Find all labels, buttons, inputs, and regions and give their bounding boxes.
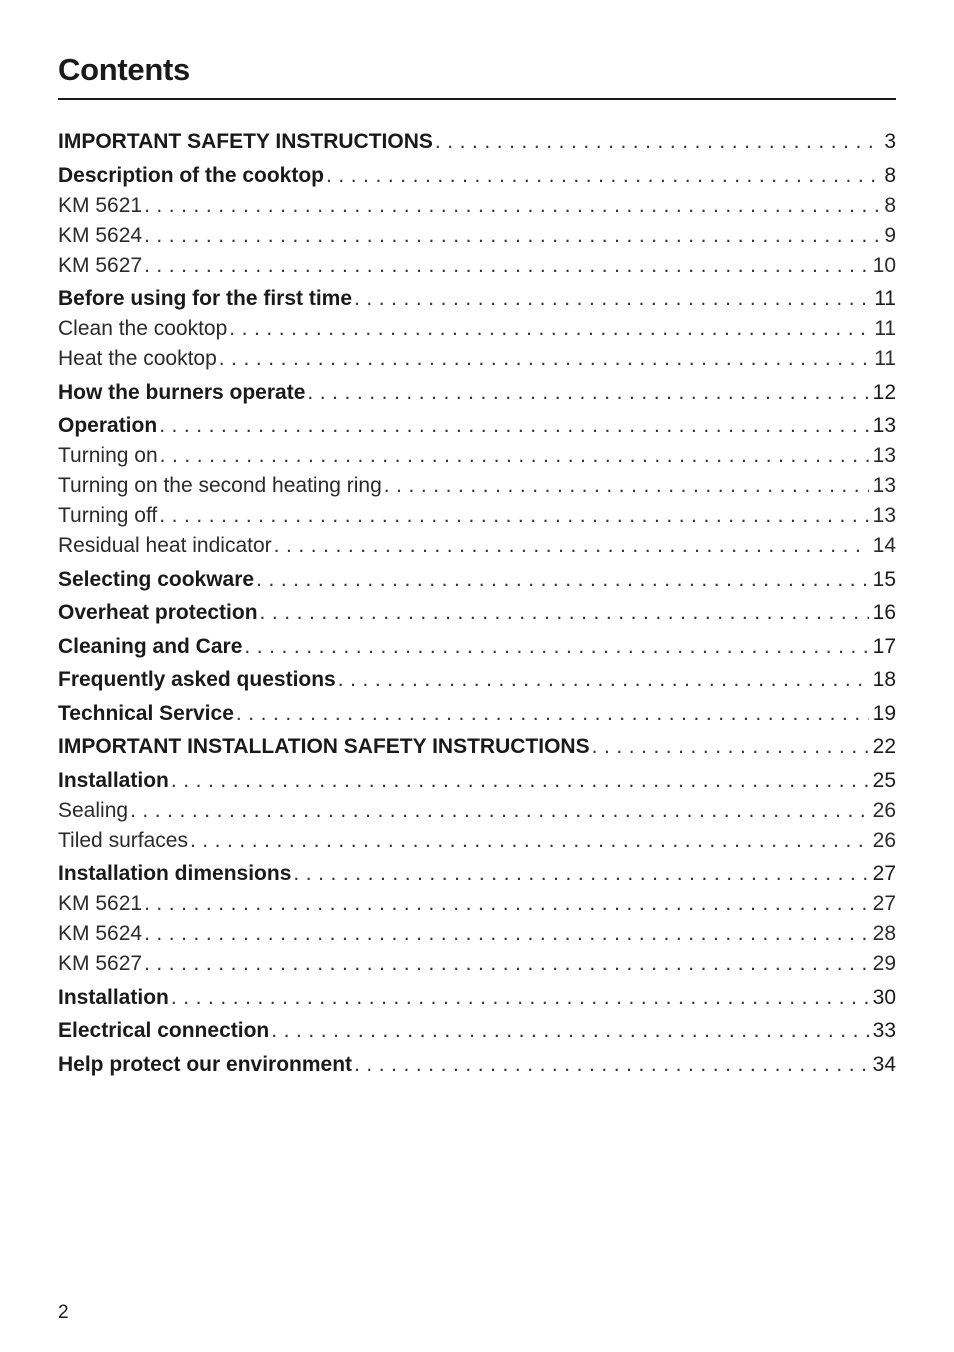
toc-entry-page-number: 9 (884, 223, 896, 247)
toc-entry-page-number: 19 (872, 701, 896, 725)
toc-entry-label: KM 5621 (58, 193, 143, 217)
toc-entry-page-number: 13 (872, 414, 896, 437)
toc-dot-leader (130, 796, 869, 826)
toc-section-entry[interactable] (58, 766, 896, 796)
toc-subsection-entry[interactable] (58, 531, 896, 561)
page-number: 2 (58, 1302, 69, 1323)
toc-subsection-entry[interactable] (58, 501, 896, 531)
toc-dot-leader (354, 284, 870, 314)
toc-entry-label: Operation (58, 414, 158, 437)
toc-entry-label: How the burners operate (58, 380, 306, 404)
toc-subsection-entry[interactable] (58, 251, 896, 281)
toc-section-entry[interactable] (58, 378, 896, 408)
toc-dot-leader (144, 221, 880, 251)
toc-dot-leader (144, 251, 869, 281)
toc-dot-leader (307, 378, 868, 408)
toc-dot-leader (159, 501, 868, 531)
toc-section-entry[interactable] (58, 1016, 896, 1046)
toc-entry-label: Heat the cooktop (58, 347, 217, 370)
toc-dot-leader (326, 161, 880, 191)
toc-dot-leader (274, 531, 869, 561)
toc-entry-page-number: 30 (872, 985, 896, 1009)
toc-dot-leader (171, 983, 869, 1013)
toc-section-entry[interactable] (58, 859, 896, 889)
toc-dot-leader (271, 1016, 868, 1046)
toc-entry-label: Installation (58, 768, 169, 792)
toc-entry-label: Selecting cookware (58, 567, 255, 591)
toc-section-entry[interactable] (58, 127, 896, 157)
toc-dot-leader (260, 598, 869, 628)
toc-entry-page-number: 15 (872, 567, 896, 591)
toc-entry-label: Before using for the first time (58, 287, 353, 310)
toc-entry-page-number: 14 (872, 534, 896, 557)
toc-section-entry[interactable] (58, 565, 896, 595)
toc-subsection-entry[interactable] (58, 949, 896, 979)
toc-subsection-entry[interactable] (58, 314, 896, 344)
title-divider (58, 98, 896, 100)
toc-dot-leader (160, 441, 869, 471)
toc-section-entry[interactable] (58, 665, 896, 695)
toc-entry-page-number: 28 (872, 922, 896, 945)
toc-dot-leader (144, 949, 869, 979)
toc-dot-leader (338, 665, 869, 695)
toc-entry-label: Residual heat indicator (58, 534, 272, 557)
toc-entry-label: Turning on (58, 444, 158, 467)
toc-entry-page-number: 22 (872, 735, 896, 758)
toc-entry-label: Turning on the second heating ring (58, 474, 382, 497)
toc-entry-page-number: 26 (872, 828, 896, 852)
toc-entry-page-number: 11 (874, 317, 896, 340)
toc-dot-leader (159, 411, 868, 441)
toc-entry-page-number: 11 (874, 287, 896, 310)
toc-entry-label: Help protect our environment (58, 1052, 353, 1076)
toc-entry-label: Cleaning and Care (58, 634, 243, 658)
toc-entry-label: Clean the cooktop (58, 317, 228, 340)
toc-entry-page-number: 11 (874, 347, 896, 370)
toc-dot-leader (190, 826, 869, 856)
toc-entry-page-number: 27 (872, 862, 896, 885)
toc-entry-page-number: 25 (872, 768, 896, 792)
toc-entry-page-number: 17 (872, 634, 896, 658)
toc-section-entry[interactable] (58, 632, 896, 662)
toc-subsection-entry[interactable] (58, 191, 896, 221)
toc-entry-label: KM 5627 (58, 952, 143, 975)
toc-subsection-entry[interactable] (58, 796, 896, 826)
toc-subsection-entry[interactable] (58, 471, 896, 501)
toc-entry-page-number: 12 (872, 380, 896, 404)
toc-entry-label: Sealing (58, 798, 129, 822)
toc-entry-label: Tiled surfaces (58, 828, 188, 852)
toc-entry-label: KM 5624 (58, 922, 143, 945)
toc-entry-label: KM 5621 (58, 892, 143, 915)
toc-dot-leader (384, 471, 869, 501)
toc-entry-label: IMPORTANT SAFETY INSTRUCTIONS (58, 130, 433, 153)
toc-dot-leader (171, 766, 869, 796)
toc-section-entry[interactable] (58, 161, 896, 191)
toc-subsection-entry[interactable] (58, 919, 896, 949)
toc-entry-page-number: 18 (872, 668, 896, 691)
toc-entry-label: Installation dimensions (58, 862, 292, 885)
table-of-contents (58, 127, 896, 1080)
toc-subsection-entry[interactable] (58, 344, 896, 374)
toc-subsection-entry[interactable] (58, 889, 896, 919)
toc-entry-page-number: 10 (872, 253, 896, 277)
toc-entry-page-number: 3 (884, 130, 896, 153)
toc-section-entry[interactable] (58, 699, 896, 729)
toc-section-entry[interactable] (58, 284, 896, 314)
toc-dot-leader (229, 314, 870, 344)
toc-entry-page-number: 13 (872, 504, 896, 527)
toc-entry-label: Electrical connection (58, 1019, 270, 1042)
toc-entry-label: Frequently asked questions (58, 668, 336, 691)
toc-dot-leader (219, 344, 870, 374)
toc-dot-leader (256, 565, 869, 595)
toc-entry-label: Turning off (58, 504, 158, 527)
toc-subsection-entry[interactable] (58, 221, 896, 251)
toc-dot-leader (293, 859, 868, 889)
toc-entry-page-number: 29 (872, 952, 896, 975)
toc-dot-leader (244, 632, 868, 662)
toc-section-entry[interactable] (58, 983, 896, 1013)
toc-dot-leader (236, 699, 869, 729)
toc-section-entry[interactable] (58, 411, 896, 441)
toc-subsection-entry[interactable] (58, 441, 896, 471)
toc-entry-page-number: 26 (872, 798, 896, 822)
toc-entry-label: KM 5624 (58, 223, 143, 247)
toc-dot-leader (435, 127, 880, 157)
toc-dot-leader (354, 1050, 869, 1080)
toc-entry-page-number: 13 (872, 474, 896, 497)
toc-dot-leader (592, 732, 869, 762)
toc-entry-page-number: 34 (872, 1052, 896, 1076)
toc-entry-page-number: 16 (872, 601, 896, 624)
toc-entry-label: Overheat protection (58, 601, 258, 624)
toc-entry-page-number: 13 (872, 444, 896, 467)
toc-entry-label: Technical Service (58, 701, 234, 725)
toc-entry-label: KM 5627 (58, 253, 143, 277)
toc-subsection-entry[interactable] (58, 826, 896, 856)
page-title: Contents (58, 52, 190, 87)
toc-entry-label: IMPORTANT INSTALLATION SAFETY INSTRUCTIONS (58, 735, 590, 758)
toc-entry-page-number: 8 (884, 193, 896, 217)
toc-section-entry[interactable] (58, 1050, 896, 1080)
toc-section-entry[interactable] (58, 598, 896, 628)
toc-dot-leader (144, 889, 869, 919)
toc-entry-page-number: 27 (872, 892, 896, 915)
toc-entry-page-number: 33 (872, 1019, 896, 1042)
toc-entry-page-number: 8 (884, 163, 896, 187)
toc-dot-leader (144, 919, 869, 949)
toc-section-entry[interactable] (58, 732, 896, 762)
toc-entry-label: Installation (58, 985, 169, 1009)
toc-dot-leader (144, 191, 880, 221)
toc-entry-label: Description of the cooktop (58, 163, 325, 187)
